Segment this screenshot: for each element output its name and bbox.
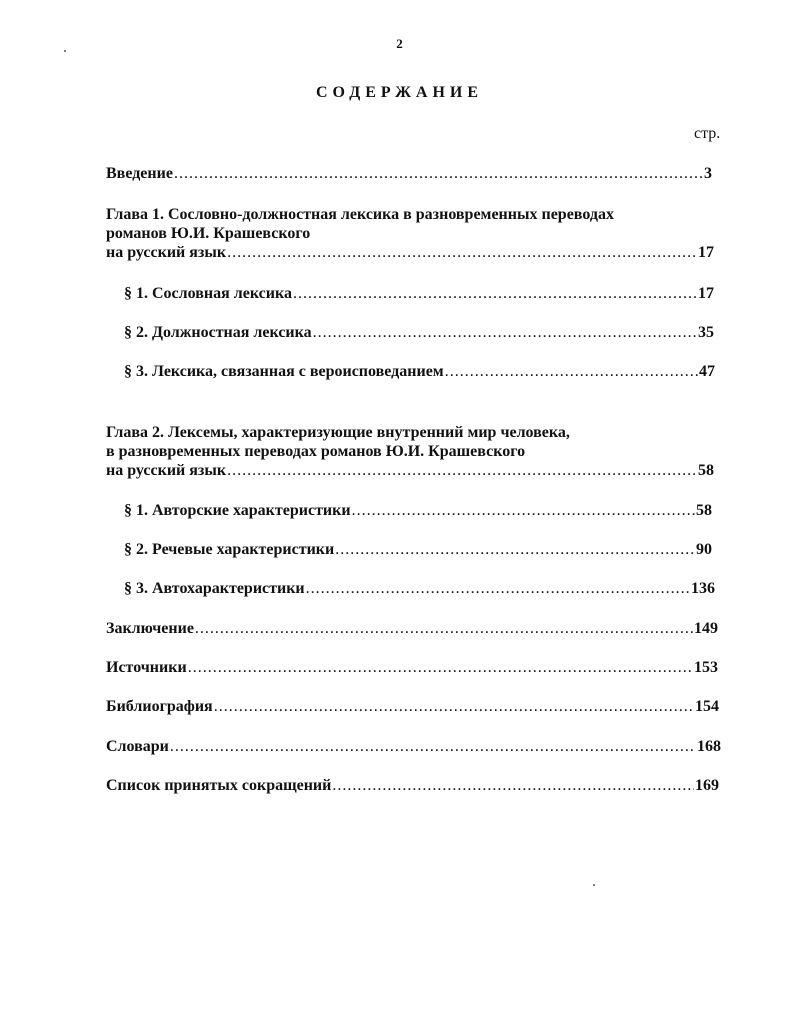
- toc-entry-text: Словари: [106, 738, 169, 755]
- toc-leader-dots: [188, 658, 693, 677]
- toc-chapter-line: в разновременных переводах романов Ю.И. Крашевского: [106, 443, 526, 460]
- toc-leader-dots: [227, 461, 697, 480]
- toc-entry-text: Введение: [106, 165, 173, 182]
- toc-entry-text: § 1. Авторские характеристики: [124, 502, 351, 519]
- page-number: 2: [396, 36, 403, 51]
- toc-entry-text: Библиография: [106, 698, 213, 715]
- toc-leader-dots: [313, 323, 697, 342]
- toc-entry-page: 58: [696, 502, 712, 519]
- toc-entry-ch2-section1: [124, 501, 712, 520]
- toc-entry-text: на русский язык: [106, 244, 227, 261]
- toc-entry-text: § 1. Сословная лексика: [124, 285, 292, 302]
- toc-entry-ch2-section2: [124, 540, 712, 559]
- toc-entry-ch1-section2: [124, 323, 714, 342]
- toc-leader-dots: [227, 243, 697, 262]
- toc-entry-ch1-section1: [124, 284, 714, 303]
- toc-entry-page: 153: [694, 659, 718, 676]
- toc-leader-dots: [306, 579, 690, 598]
- toc-chapter-line: романов Ю.И. Крашевского: [106, 225, 311, 242]
- toc-entry-text: Список принятых сокращений: [106, 777, 332, 794]
- toc-entry-page: 47: [699, 363, 715, 380]
- toc-entry-chapter1: [106, 205, 714, 262]
- toc-entry-text: на русский язык: [106, 462, 227, 479]
- scan-speck: [593, 884, 595, 886]
- toc-entry-intro: [106, 164, 712, 183]
- toc-leader-dots: [445, 362, 698, 381]
- toc-leader-dots: [293, 284, 697, 303]
- toc-entry-page: 58: [698, 462, 714, 479]
- toc-leader-dots: [170, 737, 696, 756]
- toc-entry-page: 154: [695, 698, 719, 715]
- toc-entry-page: 169: [695, 777, 719, 794]
- toc-entry-page: 17: [698, 285, 714, 302]
- toc-entry-text: § 2. Речевые характеристики: [124, 541, 335, 558]
- toc-entry-text: Заключение: [106, 620, 194, 637]
- toc-chapter-line: Глава 1. Сословно-должностная лексика в разновременных переводах: [106, 206, 614, 223]
- toc-entry-page: 90: [696, 541, 712, 558]
- toc-leader-dots: [195, 619, 693, 638]
- toc-entry-page: 35: [698, 324, 714, 341]
- toc-chapter-line: Глава 2. Лексемы, характеризующие внутренний мир человека,: [106, 424, 570, 441]
- toc-entry-page: 136: [691, 580, 715, 597]
- toc-leader-dots: [214, 697, 694, 716]
- toc-entry-sources: [106, 658, 718, 677]
- toc-entry-text: § 3. Автохарактеристики: [124, 580, 305, 597]
- toc-entry-page: 3: [704, 165, 712, 182]
- toc-entry-bibliography: [106, 697, 719, 716]
- toc-entry-ch1-section3: [124, 362, 715, 381]
- toc-entry-page: 17: [698, 244, 714, 261]
- toc-entry-ch2-section3: [124, 579, 715, 598]
- toc-leader-dots: [174, 164, 703, 183]
- toc-entry-chapter2: [106, 423, 714, 480]
- toc-entry-page: 168: [697, 738, 721, 755]
- toc-leader-dots: [335, 540, 695, 559]
- toc-entry-text: Источники: [106, 659, 187, 676]
- toc-entry-dictionaries: [106, 737, 721, 756]
- toc-entry-text: § 2. Должностная лексика: [124, 324, 312, 341]
- page-column-label: стр.: [694, 125, 721, 142]
- toc-entry-text: § 3. Лексика, связанная с вероисповеданием: [124, 363, 444, 380]
- toc-entry-page: 149: [694, 620, 718, 637]
- toc-leader-dots: [352, 501, 695, 520]
- toc-leader-dots: [332, 776, 694, 795]
- toc-entry-abbreviations: [106, 776, 719, 795]
- scan-speck: [64, 50, 66, 52]
- page-title: СОДЕРЖАНИЕ: [315, 84, 484, 101]
- toc-entry-conclusion: [106, 619, 718, 638]
